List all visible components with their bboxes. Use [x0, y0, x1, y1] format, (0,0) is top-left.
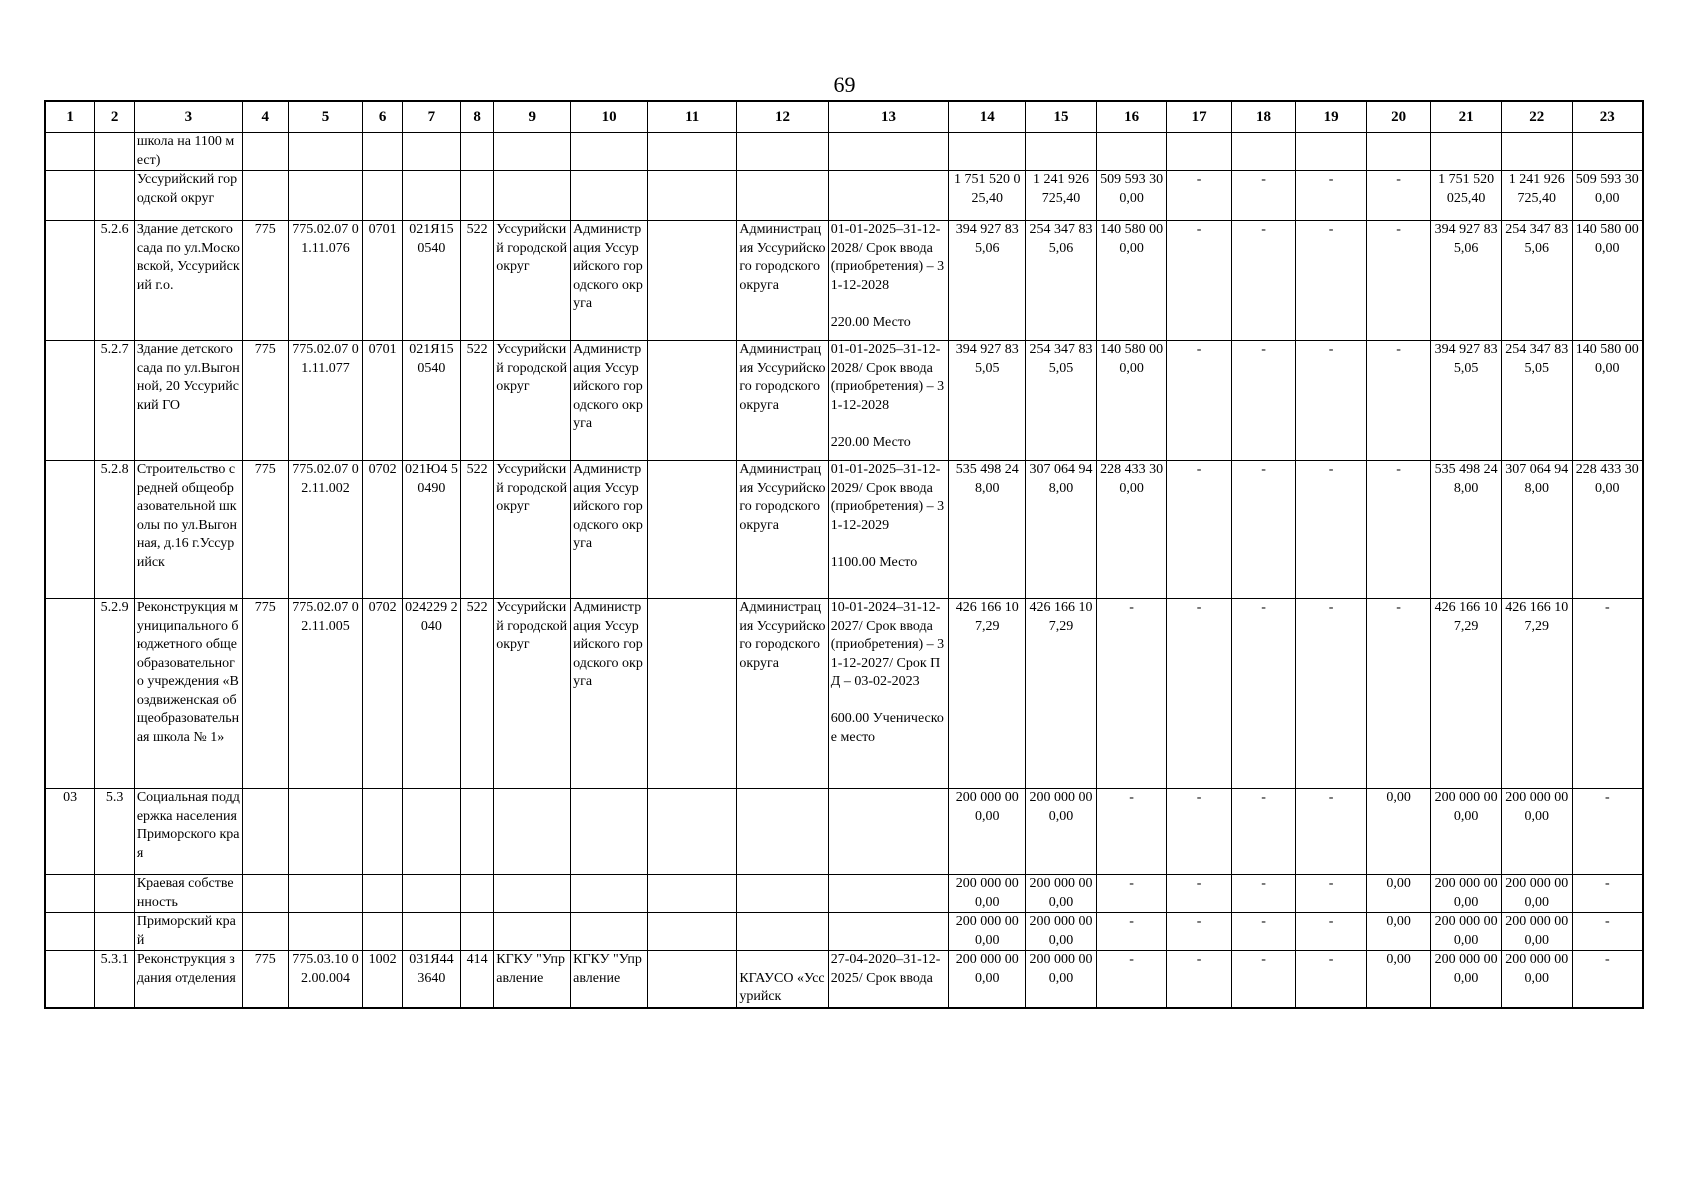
cell-col-14: 535 498 248,00	[949, 461, 1026, 599]
cell-col-10	[571, 171, 648, 221]
cell-col-15	[1026, 133, 1097, 171]
column-header-17: 17	[1167, 101, 1231, 133]
cell-col-20: -	[1366, 599, 1430, 789]
cell-col-5	[288, 171, 363, 221]
cell-col-23: 509 593 300,00	[1572, 171, 1643, 221]
cell-col-7: 021Я15 0540	[402, 221, 460, 341]
cell-col-20: 0,00	[1366, 951, 1430, 1008]
column-header-10: 10	[571, 101, 648, 133]
column-header-5: 5	[288, 101, 363, 133]
cell-col-20: -	[1366, 171, 1430, 221]
cell-col-21: 535 498 248,00	[1431, 461, 1502, 599]
cell-col-9: Уссурийский городской округ	[494, 341, 571, 461]
cell-col-3: Реконструкция муниципального бюджетного общеобразовательного учреждения «Воздвиженская общеобразовательная школа № 1»	[134, 599, 242, 789]
cell-col-5	[288, 913, 363, 951]
cell-col-17: -	[1167, 221, 1231, 341]
cell-col-6: 0702	[363, 461, 402, 599]
page-number: 69	[833, 72, 856, 97]
cell-col-14: 394 927 835,05	[949, 341, 1026, 461]
cell-col-12	[737, 133, 828, 171]
table-row	[45, 789, 1643, 875]
cell-col-19: -	[1296, 599, 1367, 789]
column-header-11: 11	[648, 101, 737, 133]
cell-col-12	[737, 913, 828, 951]
cell-col-15: 254 347 835,06	[1026, 221, 1097, 341]
table-row	[45, 221, 1643, 341]
cell-col-5: 775.02.07 02.11.005	[288, 599, 363, 789]
cell-col-6	[363, 875, 402, 913]
cell-col-6	[363, 789, 402, 875]
cell-col-17: -	[1167, 875, 1231, 913]
cell-col-9	[494, 789, 571, 875]
budget-table	[44, 100, 1644, 1009]
cell-col-5: 775.02.07 01.11.077	[288, 341, 363, 461]
cell-col-13	[828, 913, 949, 951]
cell-col-19: -	[1296, 875, 1367, 913]
cell-col-8: 522	[461, 599, 494, 789]
column-header-3: 3	[134, 101, 242, 133]
cell-col-8	[461, 913, 494, 951]
cell-col-9: КГКУ "Управление	[494, 951, 571, 1008]
cell-col-15: 200 000 000,00	[1026, 913, 1097, 951]
cell-col-22: 254 347 835,06	[1501, 221, 1572, 341]
cell-col-6: 0702	[363, 599, 402, 789]
cell-col-15: 1 241 926 725,40	[1026, 171, 1097, 221]
cell-col-6	[363, 913, 402, 951]
cell-col-10	[571, 789, 648, 875]
cell-col-7	[402, 875, 460, 913]
cell-col-4: 775	[242, 341, 288, 461]
cell-col-15: 426 166 107,29	[1026, 599, 1097, 789]
cell-col-12: Администрация Уссурийского городского округа	[737, 461, 828, 599]
cell-col-16: -	[1096, 599, 1167, 789]
cell-col-10: КГКУ "Управление	[571, 951, 648, 1008]
cell-col-9: Уссурийский городской округ	[494, 599, 571, 789]
cell-col-13: 01-01-2025–31-12-2028/ Срок ввода (приобретения) – 31-12-2028 220.00 Место	[828, 341, 949, 461]
cell-col-22: 1 241 926 725,40	[1501, 171, 1572, 221]
cell-col-13	[828, 875, 949, 913]
cell-col-20: 0,00	[1366, 789, 1430, 875]
cell-col-22: 200 000 000,00	[1501, 875, 1572, 913]
cell-col-20: -	[1366, 341, 1430, 461]
cell-col-1	[45, 221, 95, 341]
cell-col-4	[242, 913, 288, 951]
table-row	[45, 599, 1643, 789]
cell-col-13: 10-01-2024–31-12-2027/ Срок ввода (приобретения) – 31-12-2027/ Срок ПД – 03-02-2023 600.00 Ученическое место	[828, 599, 949, 789]
table-row	[45, 133, 1643, 171]
cell-col-4: 775	[242, 599, 288, 789]
cell-col-5	[288, 133, 363, 171]
cell-col-23: -	[1572, 951, 1643, 1008]
cell-col-8: 522	[461, 341, 494, 461]
cell-col-8: 522	[461, 461, 494, 599]
column-header-1: 1	[45, 101, 95, 133]
cell-col-16: -	[1096, 875, 1167, 913]
cell-col-2: 5.2.7	[95, 341, 134, 461]
cell-col-21: 200 000 000,00	[1431, 789, 1502, 875]
cell-col-20	[1366, 133, 1430, 171]
cell-col-19	[1296, 133, 1367, 171]
cell-col-18: -	[1231, 913, 1295, 951]
cell-col-11	[648, 913, 737, 951]
cell-col-17: -	[1167, 789, 1231, 875]
cell-col-12	[737, 789, 828, 875]
cell-col-13	[828, 789, 949, 875]
table-row	[45, 875, 1643, 913]
cell-col-14: 1 751 520 025,40	[949, 171, 1026, 221]
cell-col-1	[45, 133, 95, 171]
cell-col-1: 03	[45, 789, 95, 875]
cell-col-20: -	[1366, 221, 1430, 341]
cell-col-21: 426 166 107,29	[1431, 599, 1502, 789]
cell-col-1	[45, 951, 95, 1008]
cell-col-14: 200 000 000,00	[949, 875, 1026, 913]
cell-col-22: 307 064 948,00	[1501, 461, 1572, 599]
cell-col-7: 031Я44 3640	[402, 951, 460, 1008]
cell-col-16: 140 580 000,00	[1096, 341, 1167, 461]
column-header-18: 18	[1231, 101, 1295, 133]
table-row	[45, 171, 1643, 221]
cell-col-16: -	[1096, 913, 1167, 951]
cell-col-15: 200 000 000,00	[1026, 875, 1097, 913]
cell-col-7: 021Ю4 50490	[402, 461, 460, 599]
cell-col-6: 1002	[363, 951, 402, 1008]
cell-col-9	[494, 133, 571, 171]
cell-col-3: Здание детского сада по ул.Московской, Уссурийский г.о.	[134, 221, 242, 341]
column-header-6: 6	[363, 101, 402, 133]
table-row	[45, 913, 1643, 951]
cell-col-2	[95, 133, 134, 171]
cell-col-21: 394 927 835,06	[1431, 221, 1502, 341]
cell-col-5: 775.02.07 01.11.076	[288, 221, 363, 341]
column-header-20: 20	[1366, 101, 1430, 133]
cell-col-11	[648, 599, 737, 789]
cell-col-18: -	[1231, 951, 1295, 1008]
cell-col-4: 775	[242, 461, 288, 599]
cell-col-21: 200 000 000,00	[1431, 951, 1502, 1008]
cell-col-4	[242, 789, 288, 875]
cell-col-13: 01-01-2025–31-12-2029/ Срок ввода (приобретения) – 31-12-2029 1100.00 Место	[828, 461, 949, 599]
cell-col-2	[95, 913, 134, 951]
cell-col-8	[461, 133, 494, 171]
cell-col-10	[571, 875, 648, 913]
cell-col-18: -	[1231, 221, 1295, 341]
cell-col-17: -	[1167, 171, 1231, 221]
cell-col-11	[648, 341, 737, 461]
cell-col-3: Краевая собственность	[134, 875, 242, 913]
cell-col-15: 200 000 000,00	[1026, 789, 1097, 875]
cell-col-11	[648, 951, 737, 1008]
column-header-2: 2	[95, 101, 134, 133]
cell-col-10: Администрация Уссурийского городского округа	[571, 599, 648, 789]
cell-col-3: Строительство средней общеобразовательной школы по ул.Выгонная, д.16 г.Уссурийск	[134, 461, 242, 599]
cell-col-23: 140 580 000,00	[1572, 341, 1643, 461]
cell-col-21: 1 751 520 025,40	[1431, 171, 1502, 221]
column-header-4: 4	[242, 101, 288, 133]
cell-col-17: -	[1167, 599, 1231, 789]
cell-col-11	[648, 789, 737, 875]
cell-col-13: 01-01-2025–31-12-2028/ Срок ввода (приобретения) – 31-12-2028 220.00 Место	[828, 221, 949, 341]
cell-col-12: Администрация Уссурийского городского округа	[737, 341, 828, 461]
cell-col-23: 228 433 300,00	[1572, 461, 1643, 599]
cell-col-4: 775	[242, 951, 288, 1008]
cell-col-1	[45, 599, 95, 789]
cell-col-13: 27-04-2020–31-12-2025/ Срок ввода	[828, 951, 949, 1008]
cell-col-11	[648, 133, 737, 171]
column-header-8: 8	[461, 101, 494, 133]
cell-col-14: 426 166 107,29	[949, 599, 1026, 789]
column-header-9: 9	[494, 101, 571, 133]
cell-col-20: 0,00	[1366, 913, 1430, 951]
cell-col-13	[828, 133, 949, 171]
cell-col-11	[648, 171, 737, 221]
cell-col-18: -	[1231, 599, 1295, 789]
table-row	[45, 341, 1643, 461]
cell-col-9	[494, 171, 571, 221]
cell-col-11	[648, 221, 737, 341]
cell-col-10	[571, 913, 648, 951]
cell-col-5	[288, 789, 363, 875]
cell-col-9: Уссурийский городской округ	[494, 461, 571, 599]
cell-col-1	[45, 171, 95, 221]
cell-col-14: 200 000 000,00	[949, 951, 1026, 1008]
column-header-23: 23	[1572, 101, 1643, 133]
cell-col-15: 200 000 000,00	[1026, 951, 1097, 1008]
cell-col-17: -	[1167, 341, 1231, 461]
cell-col-16	[1096, 133, 1167, 171]
cell-col-12: Администрация Уссурийского городского округа	[737, 599, 828, 789]
cell-col-17: -	[1167, 951, 1231, 1008]
cell-col-8	[461, 171, 494, 221]
cell-col-23: 140 580 000,00	[1572, 221, 1643, 341]
cell-col-9	[494, 913, 571, 951]
cell-col-16: -	[1096, 789, 1167, 875]
cell-col-15: 307 064 948,00	[1026, 461, 1097, 599]
column-header-19: 19	[1296, 101, 1367, 133]
cell-col-8	[461, 875, 494, 913]
cell-col-7	[402, 913, 460, 951]
cell-col-10: Администрация Уссурийского городского округа	[571, 341, 648, 461]
column-header-13: 13	[828, 101, 949, 133]
cell-col-6	[363, 171, 402, 221]
cell-col-19: -	[1296, 341, 1367, 461]
cell-col-19: -	[1296, 221, 1367, 341]
cell-col-14: 200 000 000,00	[949, 789, 1026, 875]
cell-col-20: 0,00	[1366, 875, 1430, 913]
column-header-15: 15	[1026, 101, 1097, 133]
table-row	[45, 951, 1643, 1008]
cell-col-6	[363, 133, 402, 171]
cell-col-19: -	[1296, 461, 1367, 599]
cell-col-12	[737, 171, 828, 221]
cell-col-1	[45, 875, 95, 913]
column-header-16: 16	[1096, 101, 1167, 133]
cell-col-3: школа на 1100 мест)	[134, 133, 242, 171]
cell-col-4	[242, 133, 288, 171]
cell-col-22: 200 000 000,00	[1501, 789, 1572, 875]
cell-col-18: -	[1231, 341, 1295, 461]
cell-col-7	[402, 789, 460, 875]
cell-col-15: 254 347 835,05	[1026, 341, 1097, 461]
column-header-7: 7	[402, 101, 460, 133]
cell-col-2: 5.3	[95, 789, 134, 875]
cell-col-18: -	[1231, 461, 1295, 599]
cell-col-20: -	[1366, 461, 1430, 599]
cell-col-21: 200 000 000,00	[1431, 913, 1502, 951]
cell-col-2	[95, 171, 134, 221]
cell-col-12: КГАУСО «Уссурийск	[737, 951, 828, 1008]
cell-col-17: -	[1167, 913, 1231, 951]
cell-col-23: -	[1572, 913, 1643, 951]
cell-col-16: 140 580 000,00	[1096, 221, 1167, 341]
cell-col-2: 5.2.6	[95, 221, 134, 341]
cell-col-2: 5.2.8	[95, 461, 134, 599]
cell-col-23: -	[1572, 599, 1643, 789]
cell-col-9: Уссурийский городской округ	[494, 221, 571, 341]
cell-col-19: -	[1296, 789, 1367, 875]
column-header-21: 21	[1431, 101, 1502, 133]
cell-col-8	[461, 789, 494, 875]
cell-col-3: Здание детского сада по ул.Выгонной, 20 Уссурийский ГО	[134, 341, 242, 461]
table-row	[45, 461, 1643, 599]
cell-col-21: 394 927 835,05	[1431, 341, 1502, 461]
table-body	[45, 133, 1643, 1008]
column-header-22: 22	[1501, 101, 1572, 133]
cell-col-5: 775.02.07 02.11.002	[288, 461, 363, 599]
cell-col-5: 775.03.10 02.00.004	[288, 951, 363, 1008]
cell-col-12	[737, 875, 828, 913]
cell-col-4	[242, 171, 288, 221]
cell-col-18: -	[1231, 875, 1295, 913]
cell-col-22: 200 000 000,00	[1501, 951, 1572, 1008]
cell-col-13	[828, 171, 949, 221]
cell-col-1	[45, 461, 95, 599]
cell-col-22	[1501, 133, 1572, 171]
cell-col-10: Администрация Уссурийского городского округа	[571, 221, 648, 341]
cell-col-2	[95, 875, 134, 913]
cell-col-8: 522	[461, 221, 494, 341]
cell-col-19: -	[1296, 913, 1367, 951]
cell-col-11	[648, 461, 737, 599]
cell-col-8: 414	[461, 951, 494, 1008]
cell-col-7	[402, 133, 460, 171]
cell-col-7: 024229 2040	[402, 599, 460, 789]
cell-col-14: 200 000 000,00	[949, 913, 1026, 951]
cell-col-7	[402, 171, 460, 221]
cell-col-14	[949, 133, 1026, 171]
cell-col-22: 200 000 000,00	[1501, 913, 1572, 951]
cell-col-14: 394 927 835,06	[949, 221, 1026, 341]
cell-col-3: Приморский край	[134, 913, 242, 951]
cell-col-2: 5.3.1	[95, 951, 134, 1008]
cell-col-6: 0701	[363, 341, 402, 461]
cell-col-10: Администрация Уссурийского городского округа	[571, 461, 648, 599]
cell-col-16: -	[1096, 951, 1167, 1008]
cell-col-19: -	[1296, 951, 1367, 1008]
column-header-14: 14	[949, 101, 1026, 133]
cell-col-11	[648, 875, 737, 913]
cell-col-18: -	[1231, 789, 1295, 875]
cell-col-3: Уссурийский городской округ	[134, 171, 242, 221]
cell-col-23	[1572, 133, 1643, 171]
cell-col-17: -	[1167, 461, 1231, 599]
cell-col-16: 509 593 300,00	[1096, 171, 1167, 221]
cell-col-10	[571, 133, 648, 171]
cell-col-21	[1431, 133, 1502, 171]
column-header-12: 12	[737, 101, 828, 133]
cell-col-4: 775	[242, 221, 288, 341]
cell-col-18: -	[1231, 171, 1295, 221]
cell-col-23: -	[1572, 789, 1643, 875]
cell-col-7: 021Я15 0540	[402, 341, 460, 461]
cell-col-3: Реконструкция здания отделения	[134, 951, 242, 1008]
cell-col-18	[1231, 133, 1295, 171]
cell-col-19: -	[1296, 171, 1367, 221]
cell-col-3: Социальная поддержка населения Приморского края	[134, 789, 242, 875]
cell-col-22: 426 166 107,29	[1501, 599, 1572, 789]
cell-col-4	[242, 875, 288, 913]
cell-col-2: 5.2.9	[95, 599, 134, 789]
cell-col-1	[45, 341, 95, 461]
cell-col-6: 0701	[363, 221, 402, 341]
header-row	[45, 101, 1643, 133]
cell-col-16: 228 433 300,00	[1096, 461, 1167, 599]
cell-col-1	[45, 913, 95, 951]
cell-col-21: 200 000 000,00	[1431, 875, 1502, 913]
cell-col-22: 254 347 835,05	[1501, 341, 1572, 461]
cell-col-9	[494, 875, 571, 913]
cell-col-23: -	[1572, 875, 1643, 913]
cell-col-5	[288, 875, 363, 913]
cell-col-12: Администрация Уссурийского городского округа	[737, 221, 828, 341]
cell-col-17	[1167, 133, 1231, 171]
